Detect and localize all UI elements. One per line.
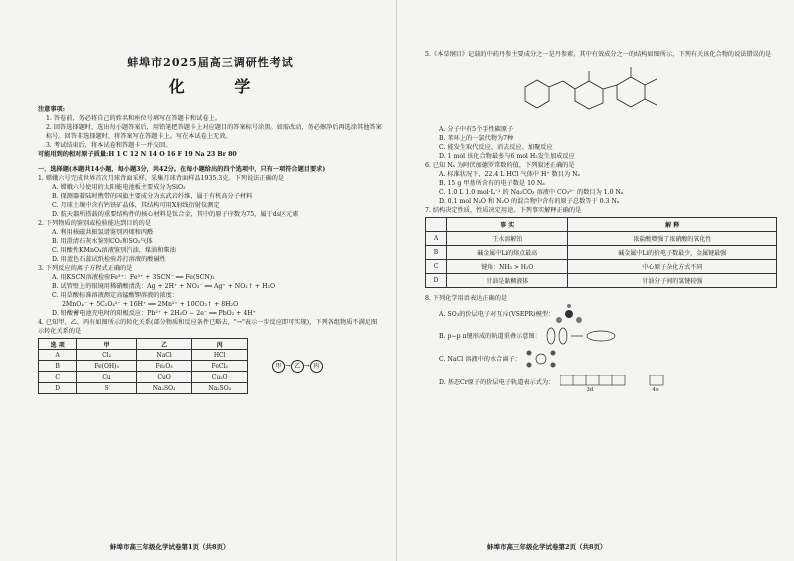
orbital-diagram	[560, 375, 670, 393]
question-7-stem: 7. 结构决定性质，性质决定用途。下列事实解释正确的是	[425, 207, 582, 214]
q2-option-c: C. 用酸性KMnO₄溶液鉴别汽油、煤油和柴油	[52, 247, 176, 254]
question-1-stem: 1. 嫦娥六号完成世界首次月球背面采样，采集月球背面样品1935.3克。下列说法正确的是	[38, 175, 285, 182]
q2-option-d: D. 用蓝色石蕊试纸检验苏打溶液的酸碱性	[52, 256, 166, 263]
table-header: 事 实	[447, 218, 568, 232]
q3-option-c: C. 用草酸标准溶液测定高锰酸钾溶液的浓度：	[52, 292, 179, 299]
hydrated-ion-icon	[521, 347, 561, 371]
orbital-label-4s: 4s	[652, 386, 659, 393]
question-2-stem: 2. 下列物质的鉴别或检验能达到目的的是	[38, 220, 152, 227]
q5-option-a: A. 分子中有5个手性碳原子	[439, 126, 514, 133]
node-bing: 丙	[310, 360, 323, 373]
q8-option-a-row	[425, 303, 782, 325]
page-footer-right: 蚌埠市高三年级化学试卷第2页（共8页）	[487, 543, 607, 551]
orbital-overlap-icon	[541, 326, 621, 346]
q8-option-b-row	[425, 325, 782, 347]
table-row	[426, 232, 777, 246]
note-item: 3. 考试结束后，将本试卷和答题卡一并交回。	[46, 142, 172, 149]
table-row	[39, 383, 248, 394]
subject-title: 化 学	[168, 77, 273, 96]
table-cell: 键角：NH₃ > H₂O	[447, 260, 568, 274]
table-cell: Fe(OH)₃	[77, 361, 136, 372]
table-cell: CuO	[136, 372, 192, 383]
table-cell: 碱金属中Li的熔点最高	[447, 246, 568, 260]
q8-option-a: A. SO₃的价层电子对互斥(VSEPR)模型：	[439, 310, 555, 318]
table-cell: A	[426, 232, 447, 246]
table-cell: Na₂SO₄	[192, 383, 248, 394]
atomic-mass-note: 可能用到的相对原子质量:H 1 C 12 N 14 O 16 F 19 Na 23 Br 80	[38, 151, 237, 158]
note-item: 1. 答卷前，务必将自己的姓名和座位号填写在答题卡和试卷上。	[46, 115, 221, 122]
page-footer-left: 蚌埠市高三年级化学试卷第1页（共8页）	[110, 543, 230, 551]
q8-option-c: C. NaCl 溶液中的水合离子：	[439, 355, 521, 363]
table-cell: B	[426, 246, 447, 260]
table-row	[426, 260, 777, 274]
q3-option-a: A. 用KSCN溶液检验Fe³⁺：Fe³⁺ + 3SCN⁻ ══ Fe(SCN)₃	[52, 274, 215, 281]
table-cell: Cu	[77, 372, 136, 383]
molecule-structure-diagram	[505, 59, 685, 121]
table-cell: 甘油是黏稠液体	[447, 274, 568, 288]
table-cell: Cl₂	[77, 350, 136, 361]
orbital-label-3d: 3d	[586, 386, 594, 393]
conversion-diagram: 甲 → 乙 → 丙	[272, 360, 323, 373]
question-3-stem: 3. 下列反应的离子方程式正确的是	[38, 265, 133, 272]
q3-option-c-equation: 2MnO₄⁻ + 5C₂O₄²⁻ + 16H⁺ ══ 2Mn²⁺ + 10CO₂↑ + 8H₂O	[62, 301, 239, 308]
table-cell: NaCl	[136, 350, 192, 361]
table-cell: C	[426, 260, 447, 274]
table-header: 甲	[77, 339, 136, 350]
q7-table	[425, 217, 777, 288]
exam-title: 蚌埠市2025届高三调研性考试	[127, 56, 294, 69]
table-cell: S	[77, 383, 136, 394]
table-cell: D	[426, 274, 447, 288]
table-cell: Na₂SO₃	[136, 383, 192, 394]
notes-heading: 注意事项:	[38, 106, 66, 113]
table-cell: Fe₂O₃	[136, 361, 192, 372]
table-cell: FeCl₃	[192, 361, 248, 372]
q6-option-d: D. 0.1 mol N₂O 和 N₂O 的混合物中含有的原子总数等于 0.3 Nₐ	[439, 198, 620, 205]
vsepr-model-icon	[554, 304, 584, 324]
table-header: 丙	[192, 339, 248, 350]
question-6-stem: 6. 已知 Nₐ 为阿伏加德罗常数的值，下列叙述正确的是	[425, 162, 575, 169]
table-cell: D	[39, 383, 77, 394]
q3-option-b: B. 试管壁上的银镜用稀硝酸清洗：Ag + 2H⁺ + NO₃⁻ ══ Ag⁺ + NO₂↑ + H₂O	[52, 283, 276, 290]
q8-option-d: D. 基态Cr原子的价层电子轨道表示式为：	[439, 378, 555, 386]
question-4-stem: 4. 已知甲、乙、丙有如图所示的转化关系(部分物质和反应条件已略去，"→"表示一步反应即可实现)，下列各组物质不满足图示转化关系的是	[38, 319, 378, 335]
table-row	[426, 274, 777, 288]
q5-option-b: B. 苯环上的一氯代物为7种	[439, 135, 514, 142]
q5-option-d: D. 1 mol 该化合物最多与6 mol H₂发生加成反应	[439, 153, 575, 160]
table-header: 选 项	[39, 339, 77, 350]
table-row	[39, 361, 248, 372]
table-header: 乙	[136, 339, 192, 350]
q4-table	[38, 338, 248, 394]
table-header: 解 释	[568, 218, 777, 232]
table-cell: 中心原子杂化方式不同	[568, 260, 777, 274]
q6-option-b: B. 15 g 甲基所含有的电子数是 10 Nₐ	[439, 180, 545, 187]
q8-option-d-row	[425, 371, 782, 393]
node-jia: 甲	[272, 360, 285, 373]
right-page	[397, 0, 794, 561]
table-cell: B	[39, 361, 77, 372]
table-cell: Cu₂O	[192, 372, 248, 383]
q5-option-c: C. 能发生取代反应、消去反应、加聚反应	[439, 144, 553, 151]
table-row	[39, 372, 248, 383]
table-cell: 甘油分子间的氢键较强	[568, 274, 777, 288]
table-row	[426, 246, 777, 260]
q2-option-a: A. 利用核磁共振氢谱鉴别丙烯和丙醛	[52, 229, 154, 236]
q2-option-b: B. 用澄清石灰水鉴别CO₂和SO₂气体	[52, 238, 153, 245]
q1-option-d: D. 航天器所搭载的重要结构件的核心材料是钛合金，其中的原子序数为75，属于ds区元素	[52, 211, 299, 218]
table-cell: C	[39, 372, 77, 383]
q3-option-d: D. 铅酸蓄电池充电时的阳极反应：Pb²⁺ + 2H₂O − 2e⁻ ══ PbO₂ + 4H⁺	[52, 310, 256, 317]
question-8-stem: 8. 下列化学用语表达正确的是	[425, 295, 508, 302]
question-5-stem: 5.《本草纲目》记载的中药丹参主要成分之一是丹参素，其中有效成分之一的结构如图所示，下列有关该化合物的说法错误的是	[425, 51, 772, 58]
table-cell: 浓盐酸增强了浓硝酸的氧化性	[568, 232, 777, 246]
table-cell: HCl	[192, 350, 248, 361]
q6-option-a: A. 标准状况下，22.4 L HCl 气体中 H⁺ 数目为 Nₐ	[439, 171, 580, 178]
table-cell: A	[39, 350, 77, 361]
q8-option-b: B. p−p π键形成的轨道重叠示意图：	[439, 332, 541, 340]
table-cell: 碱金属中Li的价电子数最少，金属键最强	[568, 246, 777, 260]
q1-option-c: C. 月球土壤中含有钙铁矿晶体，其结构可用X射线衍射仪测定	[52, 202, 220, 209]
node-yi: 乙	[291, 360, 304, 373]
q8-option-c-row	[425, 347, 782, 371]
table-row	[39, 350, 248, 361]
q1-option-a: A. 嫦娥六号使用的太阳能电池板主要成分为SiO₂	[52, 184, 186, 191]
q6-option-c: C. 1.0 L 1.0 mol·L⁻¹ 的 Na₂CO₃ 溶液中 CO₃²⁻ 的数目为 1.0 Nₐ	[439, 189, 624, 196]
table-cell: 王水溶解铂	[447, 232, 568, 246]
section-heading: 一、选择题(本题共14小题，每小题3分，共42分。在每小题给出的四个选项中，只有一项符合题目要求)	[38, 166, 326, 173]
note-item: 2. 回答选择题时，选出每小题答案后，用铅笔把答题卡上对应题目的答案标号涂黑。如需改动，务必擦净后再选涂其他答案标号。回答非选择题时，将答案写在答题卡上。写在本试卷上无效。	[46, 124, 382, 140]
q1-option-b: B. 探测器着陆时携带的国旗主要成分为玄武岩纤维，属于有机高分子材料	[52, 193, 253, 200]
